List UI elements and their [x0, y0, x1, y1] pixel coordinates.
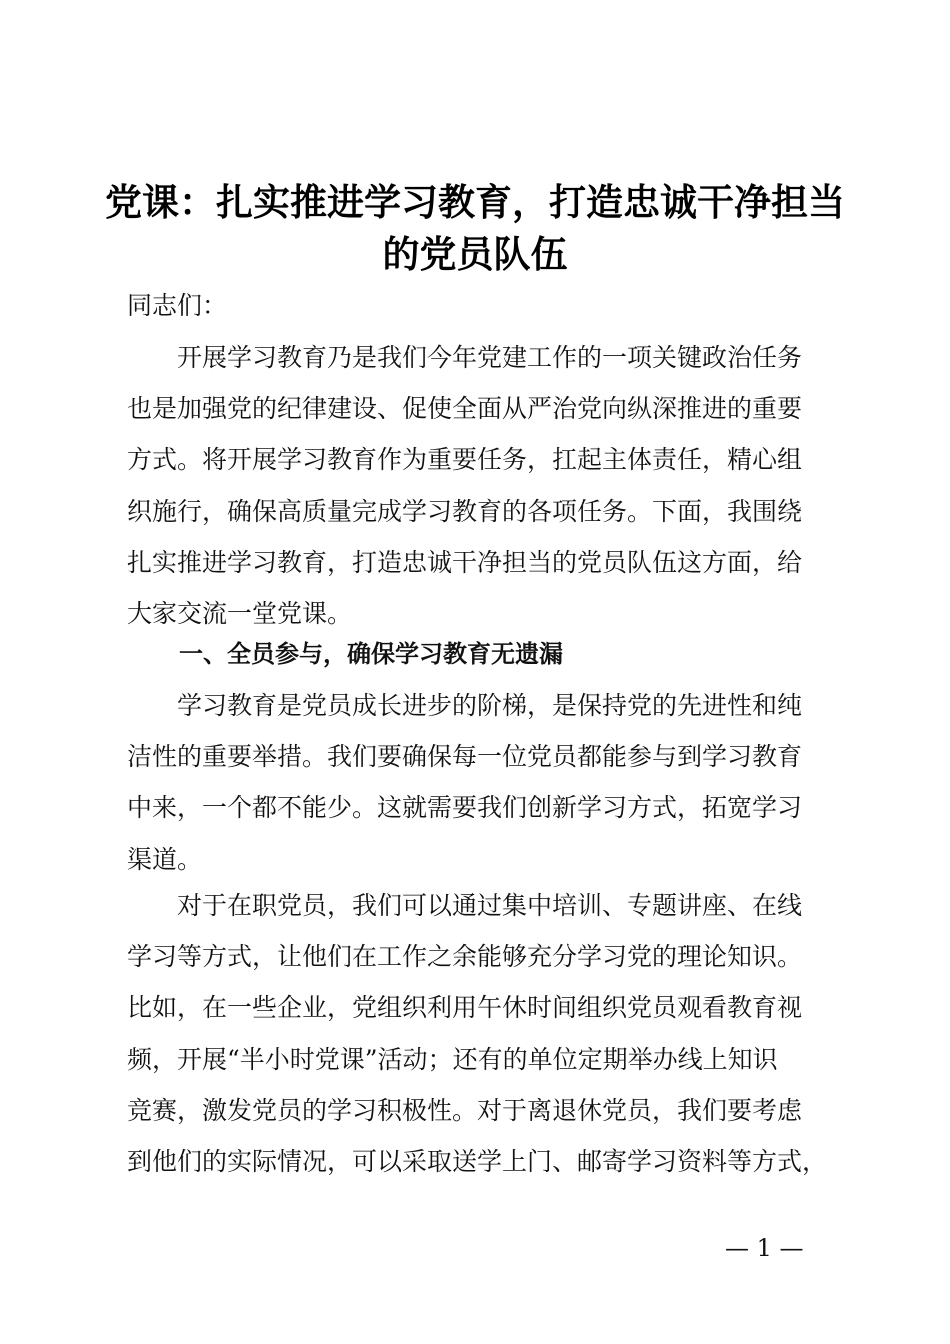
- paragraph-line: 频，开展“半小时党课”活动；还有的单位定期举办线上知识: [127, 1044, 778, 1074]
- salutation: 同志们：: [127, 291, 228, 320]
- paragraph-line: 方式。将开展学习教育作为重要任务，扛起主体责任，精心组: [127, 445, 803, 475]
- paragraph-line: 竞赛，激发党员的学习积极性。对于离退休党员，我们要考虑: [127, 1095, 803, 1125]
- paragraph-line: 比如，在一些企业，党组织利用午休时间组织党员观看教育视: [127, 993, 803, 1023]
- paragraph-line: 洁性的重要举措。我们要确保每一位党员都能参与到学习教育: [127, 742, 803, 772]
- paragraph-line: 到他们的实际情况，可以采取送学上门、邮寄学习资料等方式，: [127, 1146, 828, 1176]
- title-line-2: 的党员队伍: [382, 232, 568, 276]
- title-line-1: 党课：扎实推进学习教育，打造忠诚干净担当: [105, 180, 845, 224]
- paragraph-line: 织施行，确保高质量完成学习教育的各项任务。下面，我围绕: [127, 496, 803, 526]
- paragraph-line: 学习等方式，让他们在工作之余能够充分学习党的理论知识。: [127, 942, 803, 972]
- paragraph-line: 学习教育是党员成长进步的阶梯，是保持党的先进性和纯: [127, 691, 803, 720]
- paragraph-line: 也是加强党的纪律建设、促使全面从严治党向纵深推进的重要: [127, 394, 803, 424]
- section-heading: 一、全员参与，确保学习教育无遗漏: [179, 640, 563, 668]
- paragraph-line: 开展学习教育乃是我们今年党建工作的一项关键政治任务: [127, 343, 803, 372]
- paragraph-learning-ladder: [127, 680, 837, 885]
- paragraph-line: 中来，一个都不能少。这就需要我们创新学习方式，拓宽学习: [127, 793, 803, 823]
- document-title: [100, 176, 850, 280]
- paragraph-line: 渠道。: [127, 844, 203, 874]
- paragraph-line: 大家交流一堂党课。: [127, 598, 353, 628]
- paragraph-intro: [127, 332, 837, 639]
- paragraph-in-service-members: [127, 880, 837, 1187]
- paragraph-line: 对于在职党员，我们可以通过集中培训、专题讲座、在线: [127, 891, 803, 920]
- paragraph-line: 扎实推进学习教育，打造忠诚干净担当的党员队伍这方面，给: [127, 547, 803, 577]
- page-number: — 1 —: [725, 1234, 804, 1262]
